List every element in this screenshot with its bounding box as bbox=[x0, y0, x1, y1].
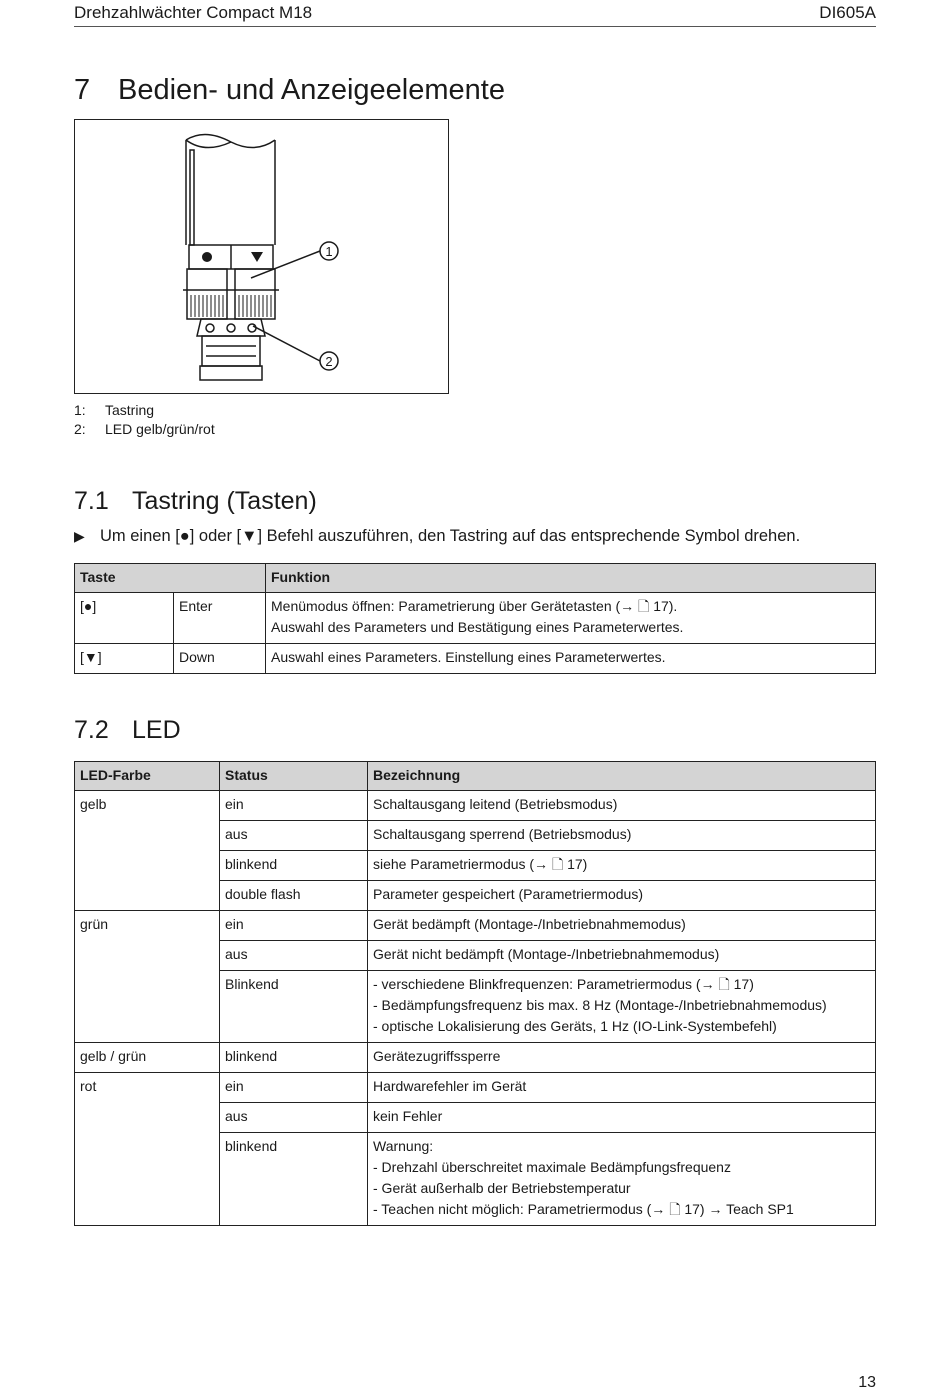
legend-text: LED gelb/grün/rot bbox=[105, 421, 215, 437]
enter-symbol-icon bbox=[202, 252, 212, 262]
key-name: Down bbox=[174, 644, 266, 674]
description-line: - Drehzahl überschreitet maximale Bedämpfungsfrequenz bbox=[373, 1159, 731, 1175]
led-color: rot bbox=[75, 1073, 220, 1226]
led-description: kein Fehler bbox=[368, 1103, 876, 1133]
section-7-title: Bedien- und Anzeigeelemente bbox=[118, 74, 505, 106]
led-description bbox=[368, 1133, 876, 1226]
header-led-farbe: LED-Farbe bbox=[75, 762, 220, 791]
section-7-1-heading bbox=[74, 487, 317, 516]
table-row bbox=[75, 791, 876, 821]
led-description bbox=[368, 971, 876, 1043]
section-7-2-title: LED bbox=[132, 716, 181, 744]
legend-text: Tastring bbox=[105, 402, 155, 418]
description-line: Warnung: bbox=[373, 1138, 434, 1154]
led-status: aus bbox=[220, 941, 368, 971]
header-taste: Taste bbox=[75, 564, 266, 593]
led-description: Gerät nicht bedämpft (Montage-/Inbetriebnahmemodus) bbox=[368, 941, 876, 971]
down-symbol-icon bbox=[251, 252, 263, 262]
section-7-1-title: Tastring (Tasten) bbox=[132, 487, 317, 515]
callout-2-label: 2 bbox=[325, 354, 333, 369]
led-status: ein bbox=[220, 1073, 368, 1103]
callout-1-label: 1 bbox=[325, 244, 333, 259]
description-line: - Bedämpfungsfrequenz bis max. 8 Hz (Montage-/Inbetriebnahmemodus) bbox=[373, 997, 827, 1013]
play-arrow-icon: ▶ bbox=[74, 528, 85, 544]
led-status: ein bbox=[220, 791, 368, 821]
led-description: Schaltausgang sperrend (Betriebsmodus) bbox=[368, 821, 876, 851]
section-7-2-number: 7.2 bbox=[74, 716, 109, 744]
led-description: Parameter gespeichert (Parametriermodus) bbox=[368, 881, 876, 911]
tastring-table bbox=[74, 563, 876, 674]
led-status: blinkend bbox=[220, 1133, 368, 1226]
header-divider bbox=[74, 26, 876, 27]
table-row bbox=[75, 1043, 876, 1073]
table-row bbox=[75, 593, 876, 644]
function-line: Auswahl eines Parameters. Einstellung eines Parameterwertes. bbox=[271, 649, 666, 665]
led-status: ein bbox=[220, 911, 368, 941]
instruction bbox=[74, 527, 800, 546]
description-line: - verschiedene Blinkfrequenzen: Parametriermodus (→ 🗋 17) bbox=[373, 976, 754, 992]
led-status: Blinkend bbox=[220, 971, 368, 1043]
section-7-heading bbox=[74, 74, 505, 107]
table-row bbox=[75, 644, 876, 674]
table-header-row bbox=[75, 762, 876, 791]
header-status: Status bbox=[220, 762, 368, 791]
key-function bbox=[266, 593, 876, 644]
device-figure bbox=[74, 119, 449, 394]
page-number: 13 bbox=[858, 1374, 876, 1391]
led-status: double flash bbox=[220, 881, 368, 911]
led-description: Schaltausgang leitend (Betriebsmodus) bbox=[368, 791, 876, 821]
key-symbol: [▼] bbox=[75, 644, 174, 674]
function-line: Auswahl des Parameters und Bestätigung eines Parameterwertes. bbox=[271, 619, 684, 635]
legend-item bbox=[74, 402, 154, 418]
section-7-2-heading bbox=[74, 716, 181, 745]
table-row bbox=[75, 1073, 876, 1103]
description-line: - Gerät außerhalb der Betriebstemperatur bbox=[373, 1180, 631, 1196]
header-model: DI605A bbox=[819, 3, 876, 22]
led-table bbox=[74, 761, 876, 1226]
key-symbol: [●] bbox=[75, 593, 174, 644]
led-description: Gerätezugriffssperre bbox=[368, 1043, 876, 1073]
instruction-text: Um einen [●] oder [▼] Befehl auszuführen, den Tastring auf das entsprechende Symbol drehen. bbox=[100, 527, 801, 545]
led-color: gelb bbox=[75, 791, 220, 911]
led-status: aus bbox=[220, 821, 368, 851]
led-description: Gerät bedämpft (Montage-/Inbetriebnahmemodus) bbox=[368, 911, 876, 941]
header-funktion: Funktion bbox=[266, 564, 876, 593]
key-name: Enter bbox=[174, 593, 266, 644]
header-title: Drehzahlwächter Compact M18 bbox=[74, 3, 313, 22]
led-status: blinkend bbox=[220, 851, 368, 881]
legend-key: 1: bbox=[74, 402, 86, 418]
led-status: blinkend bbox=[220, 1043, 368, 1073]
legend-key: 2: bbox=[74, 421, 86, 437]
led-description: Hardwarefehler im Gerät bbox=[368, 1073, 876, 1103]
function-line: Menümodus öffnen: Parametrierung über Gerätetasten (→ 🗋 17). bbox=[271, 598, 678, 614]
section-7-1-number: 7.1 bbox=[74, 487, 109, 515]
led-status: aus bbox=[220, 1103, 368, 1133]
led-description: siehe Parametriermodus (→ 🗋 17) bbox=[368, 851, 876, 881]
header-bezeichnung: Bezeichnung bbox=[368, 762, 876, 791]
table-row bbox=[75, 911, 876, 941]
key-function bbox=[266, 644, 876, 674]
section-7-number: 7 bbox=[74, 74, 91, 106]
table-header-row bbox=[75, 564, 876, 593]
legend-item bbox=[74, 421, 215, 437]
description-line: - Teachen nicht möglich: Parametriermodus (→ 🗋 17) → Teach SP1 bbox=[373, 1201, 794, 1217]
led-color: grün bbox=[75, 911, 220, 1043]
led-color: gelb / grün bbox=[75, 1043, 220, 1073]
description-line: - optische Lokalisierung des Geräts, 1 Hz (IO-Link-Systembefehl) bbox=[373, 1018, 777, 1034]
sensor-drawing bbox=[75, 120, 447, 392]
